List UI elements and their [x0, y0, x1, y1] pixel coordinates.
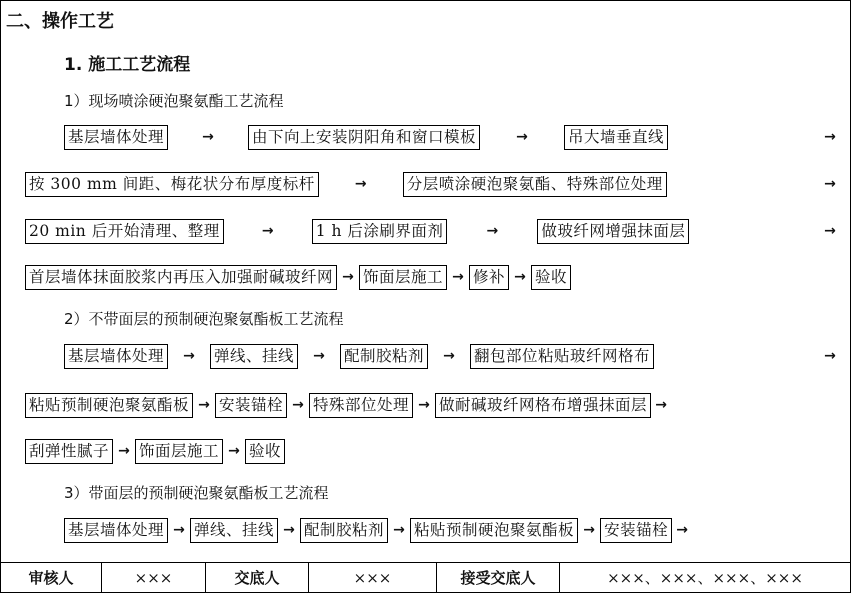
flow-step: 粘贴预制硬泡聚氨酯板 — [410, 518, 578, 543]
flow-step: 分层喷涂硬泡聚氨酯、特殊部位处理 — [403, 172, 667, 197]
arrow-icon: → — [655, 397, 667, 413]
reviewer-value: ××× — [102, 563, 206, 592]
arrow-icon: → — [418, 397, 430, 413]
signoff-table — [1, 562, 850, 592]
flow-step: 饰面层施工 — [135, 439, 223, 464]
receiver-label: 接受交底人 — [437, 563, 560, 592]
arrow-icon: → — [173, 522, 185, 538]
flow-step: 安装锚栓 — [215, 393, 287, 418]
flow-step: 验收 — [245, 439, 285, 464]
flow-step: 安装锚栓 — [600, 518, 672, 543]
arrow-icon: → — [118, 443, 130, 459]
arrow-icon: → — [516, 129, 528, 145]
flow-step: 做玻纤网增强抹面层 — [537, 219, 689, 244]
arrow-icon: → — [514, 269, 526, 285]
flow1-title: 1）现场喷涂硬泡聚氨酯工艺流程 — [64, 92, 284, 110]
flow-step: 基层墙体处理 — [64, 125, 168, 150]
flow-step: 粘贴预制硬泡聚氨酯板 — [25, 393, 193, 418]
arrow-icon: → — [228, 443, 240, 459]
flow1-row-4 — [25, 264, 571, 290]
arrow-icon: → — [824, 129, 836, 145]
flow2-title: 2）不带面层的预制硬泡聚氨酯板工艺流程 — [64, 310, 344, 328]
flow1-row-1 — [64, 124, 844, 150]
flow-step: 饰面层施工 — [359, 265, 447, 290]
flow-step: 做耐碱玻纤网格布增强抹面层 — [435, 393, 651, 418]
flow3-title: 3）带面层的预制硬泡聚氨酯板工艺流程 — [64, 484, 329, 502]
subsection-title: 1. 施工工艺流程 — [64, 55, 191, 75]
arrow-icon: → — [283, 522, 295, 538]
flow-step: 特殊部位处理 — [309, 393, 413, 418]
flow-step: 配制胶粘剂 — [300, 518, 388, 543]
flow-step: 1 h 后涂刷界面剂 — [312, 219, 448, 244]
flow-step: 修补 — [469, 265, 509, 290]
flow-step: 由下向上安装阴阳角和窗口模板 — [248, 125, 480, 150]
flow-step: 弹线、挂线 — [190, 518, 278, 543]
discloser-value: ××× — [309, 563, 437, 592]
arrow-icon: → — [583, 522, 595, 538]
flow-step: 翻包部位粘贴玻纤网格布 — [470, 344, 654, 369]
arrow-icon: → — [354, 176, 367, 192]
flow-step: 验收 — [531, 265, 571, 290]
arrow-icon: → — [342, 269, 354, 285]
arrow-icon: → — [393, 522, 405, 538]
arrow-icon: → — [824, 223, 836, 239]
flow-step: 20 min 后开始清理、整理 — [25, 219, 224, 244]
arrow-icon: → — [183, 348, 195, 364]
flow2-row-1 — [64, 343, 844, 369]
flow2-row-2 — [25, 392, 844, 418]
arrow-icon: → — [202, 129, 214, 145]
flow-step: 吊大墙垂直线 — [564, 125, 668, 150]
arrow-icon: → — [486, 223, 499, 239]
arrow-icon: → — [198, 397, 210, 413]
flow-step: 弹线、挂线 — [210, 344, 298, 369]
flow2-row-3 — [25, 438, 285, 464]
discloser-label: 交底人 — [206, 563, 309, 592]
receiver-value: ×××、×××、×××、××× — [607, 569, 803, 587]
flow1-row-3 — [25, 218, 844, 244]
arrow-icon: → — [452, 269, 464, 285]
arrow-icon: → — [676, 522, 688, 538]
arrow-icon: → — [824, 348, 836, 364]
arrow-icon: → — [292, 397, 304, 413]
section-title: 二、操作工艺 — [6, 11, 114, 32]
arrow-icon: → — [443, 348, 455, 364]
arrow-icon: → — [313, 348, 325, 364]
arrow-icon: → — [261, 223, 274, 239]
flow-step: 按 300 mm 间距、梅花状分布厚度标杆 — [25, 172, 319, 197]
flow-step: 基层墙体处理 — [64, 518, 168, 543]
arrow-icon: → — [824, 176, 836, 192]
flow-step: 基层墙体处理 — [64, 344, 168, 369]
flow3-row-1 — [64, 517, 844, 543]
flow-step: 刮弹性腻子 — [25, 439, 113, 464]
flow-step: 配制胶粘剂 — [340, 344, 428, 369]
flow1-row-2 — [25, 171, 844, 197]
reviewer-label: 审核人 — [1, 563, 102, 592]
flow-step: 首层墙体抹面胶浆内再压入加强耐碱玻纤网 — [25, 265, 337, 290]
